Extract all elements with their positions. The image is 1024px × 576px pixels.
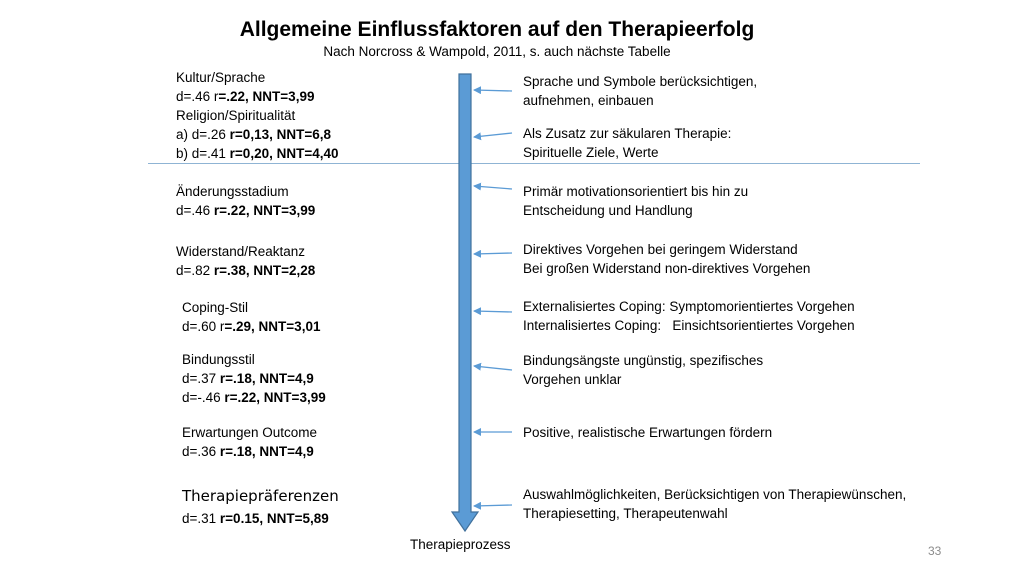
factor-bindung-d1: d=.37	[182, 371, 220, 386]
factor-bindung-stat2: r=.22, NNT=3,99	[224, 390, 326, 405]
rec-bindung-line2: Vorgehen unklar	[523, 372, 622, 387]
page-number: 33	[928, 544, 942, 558]
rec-sprache-line1: Sprache und Symbole berücksichtigen,	[523, 74, 758, 89]
rec-erwartung-line1: Positive, realistische Erwartungen fördern	[523, 425, 773, 440]
rec-zusatz-line1: Als Zusatz zur säkularen Therapie:	[523, 126, 732, 141]
rec-direktiv-line2: Bei großen Widerstand non-direktives Vorgehen	[523, 261, 811, 276]
factor-aenderung-d: d=.46	[176, 203, 214, 218]
factor-aenderung-name: Änderungsstadium	[176, 184, 289, 199]
factor-religion-a-prefix: a) d=.26	[176, 127, 230, 142]
pointer-arrow-motivation	[474, 186, 512, 189]
rec-motivation-line1: Primär motivationsorientiert bis hin zu	[523, 184, 749, 199]
factor-bindung-stat1: r=.18, NNT=4,9	[219, 371, 314, 386]
factor-religion-b-prefix: b) d=.41	[176, 146, 230, 161]
factor-kultur-name: Kultur/Sprache	[176, 70, 266, 85]
rec-motivation-line2: Entscheidung und Handlung	[523, 203, 693, 218]
rec-bindung	[523, 351, 763, 389]
rec-direktiv-line1: Direktives Vorgehen bei geringem Widerstand	[523, 242, 798, 257]
rec-sprache-line2: aufnehmen, einbauen	[523, 93, 654, 108]
factor-coping-d: d=.60 r	[182, 319, 225, 334]
rec-coping	[523, 297, 855, 335]
factor-widerstand-d: d=.82	[176, 263, 214, 278]
slide-title: Allgemeine Einflussfaktoren auf den Therapieerfolg	[239, 18, 755, 41]
rec-motivation	[523, 182, 748, 220]
factor-erwartung-name: Erwartungen Outcome	[182, 425, 318, 440]
factor-coping-stat: =.29, NNT=3,01	[224, 319, 321, 334]
rec-coping-line1: Externalisiertes Coping: Symptomorientiertes Vorgehen	[523, 299, 855, 314]
pointer-arrow-auswahl	[474, 505, 512, 506]
rec-bindung-line1: Bindungsängste ungünstig, spezifisches	[523, 353, 764, 368]
factor-praeferenz-stat: r=0.15, NNT=5,89	[219, 511, 329, 526]
factor-widerstand-stat: r=.38, NNT=2,28	[213, 263, 316, 278]
slide-subtitle: Nach Norcross & Wampold, 2011, s. auch nächste Tabelle	[323, 44, 671, 59]
rec-zusatz	[523, 124, 731, 162]
pointer-arrow-coping	[474, 311, 512, 312]
pointer-arrow-direktiv	[474, 253, 512, 254]
factor-coping-name: Coping-Stil	[182, 300, 249, 315]
factor-aenderung-stat: r=.22, NNT=3,99	[213, 203, 316, 218]
factor-religion-a-stat: r=0,13, NNT=6,8	[229, 127, 331, 142]
factor-kultur-d: d=.46 r	[176, 89, 219, 104]
factor-bindung-d2: d=-.46	[182, 390, 225, 405]
factor-widerstand-name: Widerstand/Reaktanz	[176, 244, 306, 259]
rec-zusatz-line2: Spirituelle Ziele, Werte	[523, 145, 659, 160]
rec-direktiv	[523, 240, 810, 278]
factor-praeferenz-name: Therapiepräferenzen	[182, 487, 339, 505]
factor-praeferenz-d: d=.31	[182, 511, 220, 526]
factor-erwartung-stat: r=.18, NNT=4,9	[219, 444, 314, 459]
pointer-arrow-bindung	[474, 366, 512, 370]
factor-bindung-name: Bindungsstil	[182, 352, 255, 367]
pointer-arrow-zusatz	[474, 133, 512, 137]
rec-coping-line2: Internalisiertes Coping: Einsichtsorientiertes Vorgehen	[523, 318, 855, 333]
factor-kultur-stat: =.22, NNT=3,99	[218, 89, 315, 104]
rec-auswahl	[523, 485, 906, 523]
factor-religion-name: Religion/Spiritualität	[176, 108, 296, 123]
pointer-arrow-sprache	[474, 90, 512, 91]
factor-erwartung-d: d=.36	[182, 444, 220, 459]
rec-erwartung	[523, 423, 772, 442]
factor-religion-b-stat: r=0,20, NNT=4,40	[229, 146, 339, 161]
rec-auswahl-line1: Auswahlmöglichkeiten, Berücksichtigen von Therapiewünschen,	[523, 487, 907, 502]
rec-sprache	[523, 72, 757, 110]
process-label: Therapieprozess	[410, 537, 511, 552]
rec-auswahl-line2: Therapiesetting, Therapeutenwahl	[523, 506, 728, 521]
